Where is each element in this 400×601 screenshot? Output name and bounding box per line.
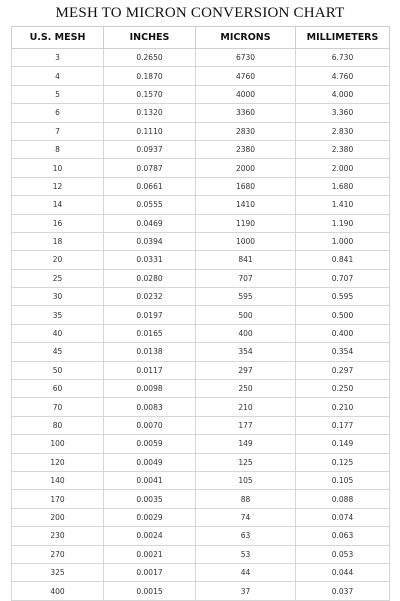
table-row (12, 527, 390, 545)
microns-cell: 149 (196, 435, 296, 453)
millimeters-cell: 2.830 (296, 122, 390, 140)
table-row (12, 49, 390, 67)
microns-cell: 707 (196, 269, 296, 287)
millimeters-cell: 3.360 (296, 104, 390, 122)
us-mesh-cell: 7 (12, 122, 104, 140)
microns-cell: 74 (196, 508, 296, 526)
millimeters-cell: 2.380 (296, 140, 390, 158)
us-mesh-cell: 8 (12, 140, 104, 158)
millimeters-cell: 4.760 (296, 67, 390, 85)
millimeters-cell: 1.680 (296, 177, 390, 195)
us-mesh-cell: 40 (12, 324, 104, 342)
millimeters-cell: 0.044 (296, 563, 390, 581)
table-row (12, 563, 390, 581)
microns-cell: 1680 (196, 177, 296, 195)
inches-cell: 0.0197 (104, 306, 196, 324)
us-mesh-cell: 14 (12, 196, 104, 214)
millimeters-cell: 0.250 (296, 380, 390, 398)
table-row (12, 324, 390, 342)
inches-cell: 0.0331 (104, 251, 196, 269)
table-row (12, 380, 390, 398)
table-row (12, 582, 390, 600)
table-row (12, 269, 390, 287)
millimeters-cell: 0.707 (296, 269, 390, 287)
us-mesh-cell: 200 (12, 508, 104, 526)
conversion-table (11, 26, 390, 601)
table-row (12, 490, 390, 508)
millimeters-cell: 0.595 (296, 288, 390, 306)
us-mesh-cell: 400 (12, 582, 104, 600)
inches-cell: 0.1110 (104, 122, 196, 140)
microns-cell: 354 (196, 343, 296, 361)
table-row (12, 140, 390, 158)
us-mesh-cell: 70 (12, 398, 104, 416)
millimeters-cell: 0.210 (296, 398, 390, 416)
inches-cell: 0.0049 (104, 453, 196, 471)
microns-cell: 1190 (196, 214, 296, 232)
microns-cell: 6730 (196, 49, 296, 67)
millimeters-cell: 0.500 (296, 306, 390, 324)
inches-cell: 0.0661 (104, 177, 196, 195)
us-mesh-cell: 25 (12, 269, 104, 287)
inches-cell: 0.0138 (104, 343, 196, 361)
table-row (12, 122, 390, 140)
millimeters-cell: 0.841 (296, 251, 390, 269)
us-mesh-cell: 6 (12, 104, 104, 122)
microns-cell: 2830 (196, 122, 296, 140)
millimeters-cell: 0.105 (296, 471, 390, 489)
us-mesh-cell: 80 (12, 416, 104, 434)
page-title: MESH TO MICRON CONVERSION CHART (55, 5, 345, 21)
table-body (12, 49, 390, 601)
inches-cell: 0.0232 (104, 288, 196, 306)
table-row (12, 435, 390, 453)
us-mesh-cell: 140 (12, 471, 104, 489)
millimeters-cell: 0.400 (296, 324, 390, 342)
millimeters-cell: 0.149 (296, 435, 390, 453)
us-mesh-cell: 45 (12, 343, 104, 361)
inches-cell: 0.1570 (104, 85, 196, 103)
inches-cell: 0.0029 (104, 508, 196, 526)
microns-cell: 595 (196, 288, 296, 306)
microns-cell: 1410 (196, 196, 296, 214)
table-row (12, 67, 390, 85)
us-mesh-cell: 120 (12, 453, 104, 471)
header-inches: INCHES (104, 27, 196, 49)
microns-cell: 44 (196, 563, 296, 581)
us-mesh-cell: 18 (12, 232, 104, 250)
millimeters-cell: 0.177 (296, 416, 390, 434)
header-row (12, 27, 390, 49)
inches-cell: 0.0024 (104, 527, 196, 545)
microns-cell: 177 (196, 416, 296, 434)
microns-cell: 841 (196, 251, 296, 269)
millimeters-cell: 0.297 (296, 361, 390, 379)
inches-cell: 0.0469 (104, 214, 196, 232)
table-row (12, 104, 390, 122)
microns-cell: 2380 (196, 140, 296, 158)
inches-cell: 0.0394 (104, 232, 196, 250)
millimeters-cell: 0.088 (296, 490, 390, 508)
inches-cell: 0.0117 (104, 361, 196, 379)
us-mesh-cell: 100 (12, 435, 104, 453)
microns-cell: 105 (196, 471, 296, 489)
table-row (12, 343, 390, 361)
microns-cell: 400 (196, 324, 296, 342)
millimeters-cell: 0.074 (296, 508, 390, 526)
us-mesh-cell: 16 (12, 214, 104, 232)
millimeters-cell: 4.000 (296, 85, 390, 103)
table-row (12, 232, 390, 250)
us-mesh-cell: 10 (12, 159, 104, 177)
table-row (12, 545, 390, 563)
us-mesh-cell: 12 (12, 177, 104, 195)
microns-cell: 63 (196, 527, 296, 545)
inches-cell: 0.0059 (104, 435, 196, 453)
table-row (12, 508, 390, 526)
inches-cell: 0.2650 (104, 49, 196, 67)
us-mesh-cell: 30 (12, 288, 104, 306)
table-row (12, 288, 390, 306)
millimeters-cell: 0.063 (296, 527, 390, 545)
table-row (12, 251, 390, 269)
microns-cell: 4760 (196, 67, 296, 85)
inches-cell: 0.0280 (104, 269, 196, 287)
millimeters-cell: 1.000 (296, 232, 390, 250)
microns-cell: 250 (196, 380, 296, 398)
header-microns: MICRONS (196, 27, 296, 49)
us-mesh-cell: 325 (12, 563, 104, 581)
inches-cell: 0.0015 (104, 582, 196, 600)
us-mesh-cell: 270 (12, 545, 104, 563)
us-mesh-cell: 50 (12, 361, 104, 379)
us-mesh-cell: 4 (12, 67, 104, 85)
inches-cell: 0.0070 (104, 416, 196, 434)
us-mesh-cell: 170 (12, 490, 104, 508)
inches-cell: 0.0083 (104, 398, 196, 416)
us-mesh-cell: 20 (12, 251, 104, 269)
millimeters-cell: 1.410 (296, 196, 390, 214)
microns-cell: 125 (196, 453, 296, 471)
microns-cell: 53 (196, 545, 296, 563)
table-row (12, 177, 390, 195)
us-mesh-cell: 230 (12, 527, 104, 545)
microns-cell: 1000 (196, 232, 296, 250)
microns-cell: 297 (196, 361, 296, 379)
microns-cell: 4000 (196, 85, 296, 103)
microns-cell: 37 (196, 582, 296, 600)
microns-cell: 500 (196, 306, 296, 324)
table-row (12, 159, 390, 177)
inches-cell: 0.0035 (104, 490, 196, 508)
inches-cell: 0.0021 (104, 545, 196, 563)
table-row (12, 471, 390, 489)
header-us-mesh: U.S. MESH (12, 27, 104, 49)
inches-cell: 0.0937 (104, 140, 196, 158)
inches-cell: 0.0165 (104, 324, 196, 342)
table-row (12, 196, 390, 214)
us-mesh-cell: 35 (12, 306, 104, 324)
microns-cell: 2000 (196, 159, 296, 177)
microns-cell: 210 (196, 398, 296, 416)
table-row (12, 361, 390, 379)
microns-cell: 88 (196, 490, 296, 508)
table-row (12, 416, 390, 434)
inches-cell: 0.0098 (104, 380, 196, 398)
inches-cell: 0.0017 (104, 563, 196, 581)
table-row (12, 453, 390, 471)
table-row (12, 214, 390, 232)
inches-cell: 0.1870 (104, 67, 196, 85)
millimeters-cell: 0.354 (296, 343, 390, 361)
millimeters-cell: 2.000 (296, 159, 390, 177)
us-mesh-cell: 5 (12, 85, 104, 103)
millimeters-cell: 6.730 (296, 49, 390, 67)
millimeters-cell: 1.190 (296, 214, 390, 232)
inches-cell: 0.0787 (104, 159, 196, 177)
table-row (12, 85, 390, 103)
millimeters-cell: 0.053 (296, 545, 390, 563)
table-row (12, 398, 390, 416)
table-row (12, 306, 390, 324)
inches-cell: 0.1320 (104, 104, 196, 122)
inches-cell: 0.0041 (104, 471, 196, 489)
us-mesh-cell: 3 (12, 49, 104, 67)
inches-cell: 0.0555 (104, 196, 196, 214)
millimeters-cell: 0.037 (296, 582, 390, 600)
millimeters-cell: 0.125 (296, 453, 390, 471)
microns-cell: 3360 (196, 104, 296, 122)
table-header (12, 27, 390, 49)
us-mesh-cell: 60 (12, 380, 104, 398)
header-millimeters: MILLIMETERS (296, 27, 390, 49)
